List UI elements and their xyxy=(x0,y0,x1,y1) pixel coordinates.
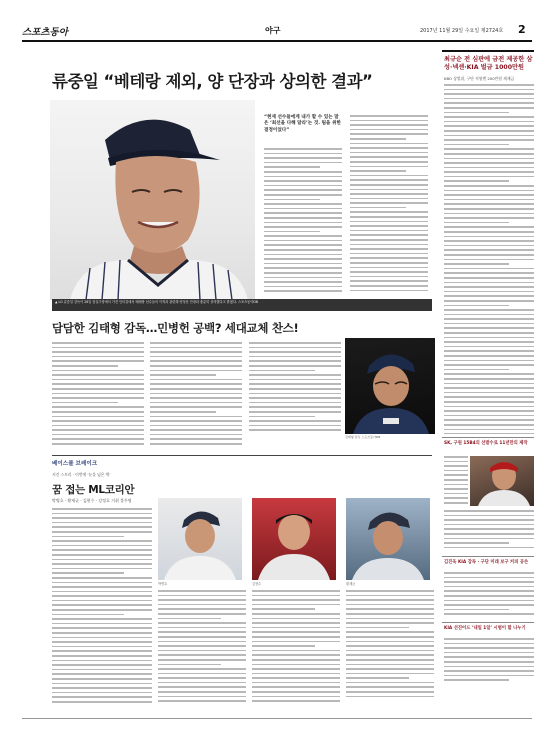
sidebar-article-2-body-b xyxy=(444,510,534,550)
sidebar-headline-4: KIA 선진어드 ‘내일 1일’ 시범이 할 나누기 xyxy=(444,626,526,631)
newspaper-logo: 스포츠동아 xyxy=(22,27,68,38)
main-article-body-col1 xyxy=(264,148,342,293)
manager-portrait-photo xyxy=(50,100,255,300)
story3-subtitle: 서건 스토리 · 이번에 ‘눈물 넘은 벽’ xyxy=(52,472,111,477)
player-photo-1-illustration xyxy=(158,498,242,580)
player-photo-3-caption: 황재균 xyxy=(346,582,356,586)
main-article-body-col2 xyxy=(350,115,428,293)
section-label: 야구 xyxy=(265,26,281,35)
player-portrait-illustration xyxy=(470,456,534,506)
player-photo-2-caption: 김현수 xyxy=(252,582,262,586)
story3-body-col4 xyxy=(346,590,434,708)
pull-quote: “현재 선수들에게 내가 할 수 있는 말은 ‘최선을 다해 달라’는 것. 팀을 위한 결정이었다” xyxy=(264,115,341,133)
sidebar-subhead-1: KBO 상벌위, 구단 직원엔 200만원 제재금 xyxy=(444,76,515,81)
sidebar-divider xyxy=(442,622,534,623)
sidebar-divider xyxy=(442,556,534,557)
portrait-illustration xyxy=(50,100,255,300)
sidebar-article-4-body xyxy=(444,638,534,686)
page-bottom-rule xyxy=(22,718,532,719)
sidebar-article-3-body xyxy=(444,572,534,618)
story2-body-col2 xyxy=(150,342,242,447)
story2-headline: 담담한 김태형 감독…민병헌 공백? 세대교체 찬스! xyxy=(52,321,299,335)
sidebar-top-rule xyxy=(442,50,534,52)
player-photo-3 xyxy=(346,498,430,580)
story3-deck: 박병호 · 황재균 · 김현수 · 강정호 거취 불투명 xyxy=(52,498,132,503)
story3-kicker: 베이스볼 브레이크 xyxy=(52,461,98,467)
doosan-manager-photo xyxy=(345,338,435,434)
manager-photo-illustration xyxy=(345,338,435,434)
story2-photo-caption: 김태형 감독 스포츠동아DB xyxy=(345,435,381,439)
photo-caption: ▲ LG 류중일 감독이 28일 잠실구장에서 가진 인터뷰에서 베테랑 선수들의 이적과 관련해 양상문 단장과 충분히 상의했다고 밝혔다. 스포츠동아DB xyxy=(55,300,258,304)
sidebar-divider xyxy=(442,437,534,438)
story3-body-col1 xyxy=(52,508,152,708)
sidebar-headline-3: 김진욱 KIA 감독 · 구단 미래 보구 커피 공손 xyxy=(444,560,529,565)
issue-date: 2017년 11월 29일 수요일 제2724호 xyxy=(420,28,504,34)
player-photo-1-caption: 박병호 xyxy=(158,582,168,586)
story3-body-col3 xyxy=(252,590,340,708)
main-headline: 류중일 “베테랑 제외, 양 단장과 상의한 결과” xyxy=(52,72,373,91)
sidebar-headline-1: 최규순 전 심판에 금전 제공한 삼성·넥센·KIA 벌금 1000만원 xyxy=(444,56,533,71)
story3-headline: 꿈 접는 ML코리안 xyxy=(52,484,135,496)
sidebar-article-1-body xyxy=(444,84,534,434)
player-photo-2 xyxy=(252,498,336,580)
section-divider xyxy=(52,455,432,456)
story2-body-col1 xyxy=(52,342,144,447)
player-photo-2-illustration xyxy=(252,498,336,580)
story3-body-col2 xyxy=(158,590,246,708)
page-number: 2 xyxy=(518,23,526,36)
sidebar-headline-2: SK, 구원 15B4의 선발수로 11년만의 제작 xyxy=(444,441,528,446)
story2-body-col3 xyxy=(249,342,341,447)
sidebar-player-photo xyxy=(470,456,534,506)
player-photo-3-illustration xyxy=(346,498,430,580)
player-photo-1 xyxy=(158,498,242,580)
